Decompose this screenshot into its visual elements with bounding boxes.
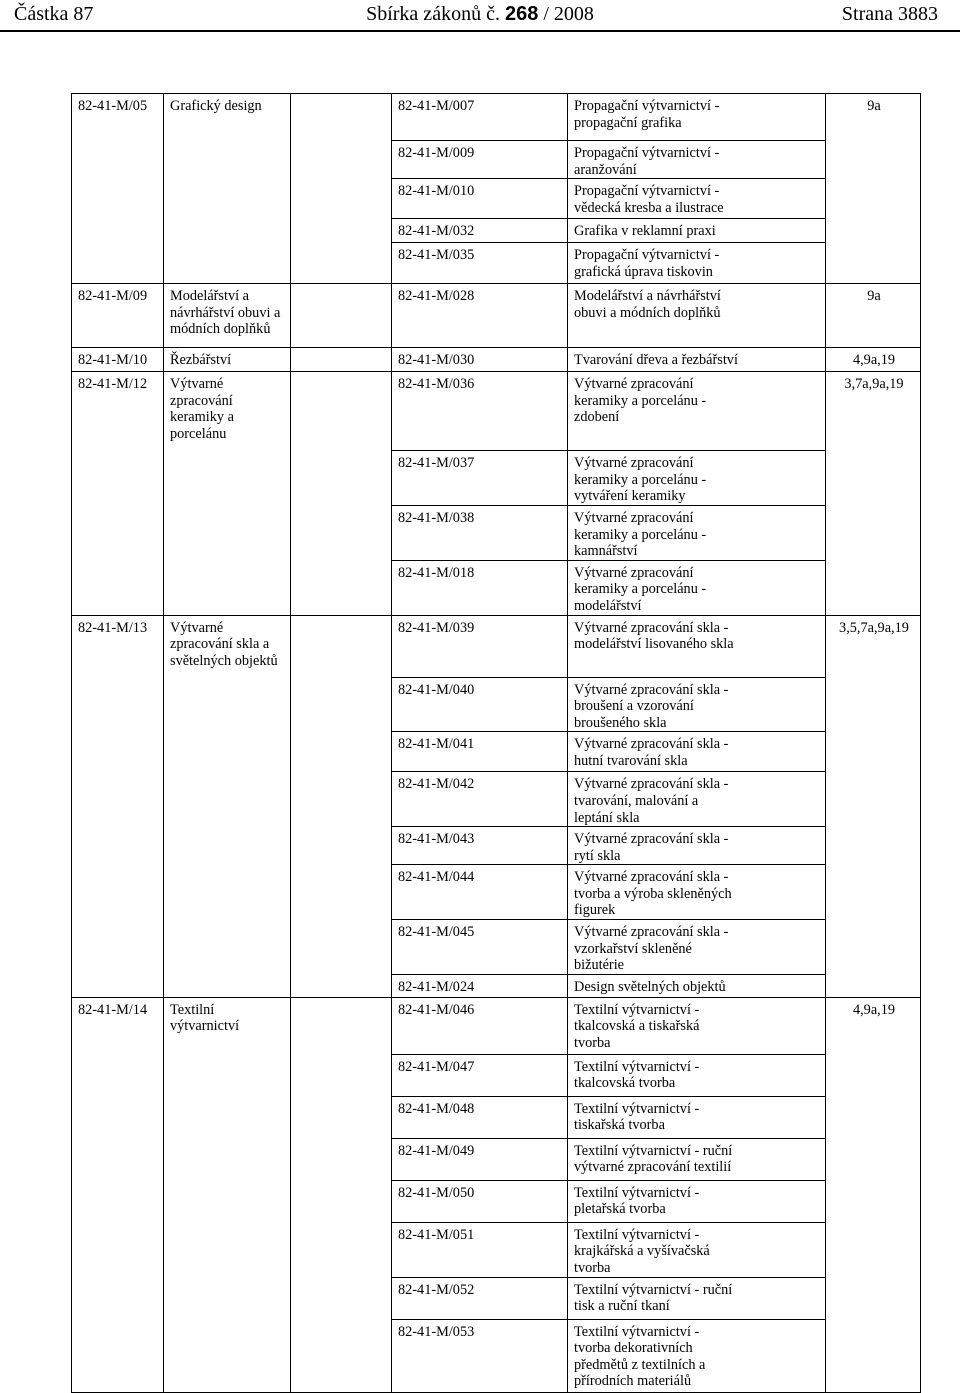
program-code-cell: 82-41-M/041 [392,732,568,772]
spacer-cell [291,505,392,560]
program-name-cell: Propagační výtvarnictví - grafická úprava tiskovin [568,243,826,284]
program-code-cell: 82-41-M/048 [392,1096,568,1138]
program-name-cell: Propagační výtvarnictví - aranžování [568,141,826,179]
field-code-cell [72,677,164,732]
table-row [72,997,921,1054]
field-code-cell [72,1180,164,1222]
field-code-cell [72,1054,164,1096]
field-code-cell [72,1096,164,1138]
field-code-cell: 82-41-M/09 [72,284,164,348]
field-name-cell: Řezbářství [164,348,291,372]
spacer-cell [291,827,392,865]
table-row [72,1138,921,1180]
table-row [72,772,921,827]
field-name-cell: Výtvarné zpracování skla a světelných objektů [164,615,291,677]
program-code-cell: 82-41-M/053 [392,1319,568,1392]
table-row [72,505,921,560]
note-cell [826,1319,921,1392]
field-code-cell [72,1222,164,1277]
spacer-cell [291,615,392,677]
spacer-cell [291,732,392,772]
page-number: Strana 3883 [841,3,938,25]
program-code-cell: 82-41-M/052 [392,1277,568,1319]
note-cell [826,1138,921,1180]
field-name-cell [164,243,291,284]
note-cell: 4,9a,19 [826,997,921,1054]
spacer-cell [291,1277,392,1319]
note-cell [826,219,921,243]
field-code-cell [72,505,164,560]
note-cell [826,505,921,560]
spacer-cell [291,372,392,451]
note-cell [826,732,921,772]
note-cell [826,677,921,732]
field-code-cell [72,865,164,920]
field-name-cell [164,920,291,975]
field-code-cell: 82-41-M/12 [72,372,164,451]
program-code-cell: 82-41-M/007 [392,94,568,141]
field-code-cell: 82-41-M/14 [72,997,164,1054]
field-code-cell [72,219,164,243]
field-name-cell [164,505,291,560]
table-row [72,560,921,615]
spacer-cell [291,677,392,732]
spacer-cell [291,997,392,1054]
field-name-cell [164,772,291,827]
note-cell [826,243,921,284]
spacer-cell [291,560,392,615]
program-name-cell: Textilní výtvarnictví - tkalcovská a tiskařská tvorba [568,997,826,1054]
table-row [72,677,921,732]
program-code-cell: 82-41-M/049 [392,1138,568,1180]
program-code-cell: 82-41-M/037 [392,451,568,506]
program-code-cell: 82-41-M/042 [392,772,568,827]
field-name-cell [164,179,291,219]
table-row [72,451,921,506]
table-row [72,1054,921,1096]
table-row [72,372,921,451]
program-code-cell: 82-41-M/040 [392,677,568,732]
program-name-cell: Tvarování dřeva a řezbářství [568,348,826,372]
program-name-cell: Výtvarné zpracování skla - rytí skla [568,827,826,865]
program-name-cell: Textilní výtvarnictví - ruční tisk a ruční tkaní [568,1277,826,1319]
program-code-cell: 82-41-M/035 [392,243,568,284]
field-name-cell [164,865,291,920]
field-name-cell [164,560,291,615]
table-row [72,243,921,284]
education-fields-table [71,93,921,1393]
table-row [72,179,921,219]
note-cell: 4,9a,19 [826,348,921,372]
program-name-cell: Textilní výtvarnictví - krajkářská a vyšívačská tvorba [568,1222,826,1277]
collection-prefix: Sbírka zákonů č. [366,3,500,25]
note-cell: 3,7a,9a,19 [826,372,921,451]
spacer-cell [291,141,392,179]
spacer-cell [291,974,392,997]
program-name-cell: Výtvarné zpracování skla - tvorba a výroba skleněných figurek [568,865,826,920]
program-code-cell: 82-41-M/036 [392,372,568,451]
spacer-cell [291,284,392,348]
table-row [72,827,921,865]
program-name-cell: Výtvarné zpracování skla - hutní tvarování skla [568,732,826,772]
table-row [72,284,921,348]
program-name-cell: Propagační výtvarnictví - vědecká kresba a ilustrace [568,179,826,219]
field-code-cell [72,243,164,284]
program-name-cell: Propagační výtvarnictví - propagační grafika [568,94,826,141]
spacer-cell [291,1180,392,1222]
field-code-cell [72,1319,164,1392]
program-code-cell: 82-41-M/043 [392,827,568,865]
note-cell [826,141,921,179]
program-name-cell: Modelářství a návrhářství obuvi a módních doplňků [568,284,826,348]
field-name-cell [164,451,291,506]
law-number: 268 [504,3,539,25]
program-code-cell: 82-41-M/039 [392,615,568,677]
note-cell [826,772,921,827]
table-row [72,141,921,179]
program-code-cell: 82-41-M/046 [392,997,568,1054]
program-code-cell: 82-41-M/050 [392,1180,568,1222]
program-code-cell: 82-41-M/009 [392,141,568,179]
note-cell [826,451,921,506]
note-cell: 9a [826,284,921,348]
field-name-cell [164,219,291,243]
program-name-cell: Výtvarné zpracování keramiky a porcelánu - zdobení [568,372,826,451]
field-code-cell: 82-41-M/05 [72,94,164,141]
field-code-cell [72,560,164,615]
field-code-cell [72,974,164,997]
field-code-cell [72,141,164,179]
note-cell [826,1222,921,1277]
program-name-cell: Výtvarné zpracování keramiky a porcelánu - modelářství [568,560,826,615]
field-name-cell [164,732,291,772]
field-code-cell: 82-41-M/10 [72,348,164,372]
field-code-cell [72,179,164,219]
table-row [72,1096,921,1138]
spacer-cell [291,243,392,284]
field-name-cell [164,1319,291,1392]
program-name-cell: Výtvarné zpracování skla - tvarování, malování a leptání skla [568,772,826,827]
program-code-cell: 82-41-M/024 [392,974,568,997]
field-name-cell [164,677,291,732]
table-row [72,974,921,997]
field-name-cell [164,1138,291,1180]
spacer-cell [291,1096,392,1138]
program-name-cell: Grafika v reklamní praxi [568,219,826,243]
spacer-cell [291,94,392,141]
table-row [72,219,921,243]
field-name-cell [164,974,291,997]
spacer-cell [291,1222,392,1277]
field-name-cell: Textilní výtvarnictví [164,997,291,1054]
collection-year: / 2008 [543,3,594,25]
field-code-cell [72,920,164,975]
table-row [72,732,921,772]
program-code-cell: 82-41-M/032 [392,219,568,243]
spacer-cell [291,219,392,243]
field-name-cell [164,1096,291,1138]
spacer-cell [291,1138,392,1180]
note-cell [826,1180,921,1222]
program-code-cell: 82-41-M/044 [392,865,568,920]
table-row [72,1222,921,1277]
program-code-cell: 82-41-M/038 [392,505,568,560]
spacer-cell [291,865,392,920]
program-name-cell: Výtvarné zpracování skla - modelářství lisovaného skla [568,615,826,677]
note-cell [826,1054,921,1096]
spacer-cell [291,1319,392,1392]
field-code-cell [72,732,164,772]
field-name-cell [164,1222,291,1277]
table-row [72,615,921,677]
spacer-cell [291,179,392,219]
program-name-cell: Textilní výtvarnictví - tiskařská tvorba [568,1096,826,1138]
table-row [72,348,921,372]
field-name-cell [164,1180,291,1222]
field-name-cell [164,827,291,865]
note-cell [826,920,921,975]
field-code-cell [72,1277,164,1319]
field-code-cell: 82-41-M/13 [72,615,164,677]
program-code-cell: 82-41-M/047 [392,1054,568,1096]
table-row [72,1319,921,1392]
field-name-cell: Modelářství a návrhářství obuvi a módních doplňků [164,284,291,348]
note-cell [826,1096,921,1138]
note-cell [826,827,921,865]
field-name-cell: Výtvarné zpracování keramiky a porcelánu [164,372,291,451]
program-name-cell: Textilní výtvarnictví - pletařská tvorba [568,1180,826,1222]
table-body [72,94,921,1393]
note-cell: 9a [826,94,921,141]
program-name-cell: Design světelných objektů [568,974,826,997]
field-code-cell [72,1138,164,1180]
table-row [72,920,921,975]
field-name-cell [164,1277,291,1319]
header-rule [0,30,960,32]
table-row [72,1277,921,1319]
table-row [72,1180,921,1222]
collection-title [0,3,960,26]
program-code-cell: 82-41-M/018 [392,560,568,615]
note-cell [826,179,921,219]
field-name-cell: Grafický design [164,94,291,141]
spacer-cell [291,920,392,975]
program-name-cell: Výtvarné zpracování skla - vzorkařství skleněné bižutérie [568,920,826,975]
table-row [72,865,921,920]
program-code-cell: 82-41-M/030 [392,348,568,372]
program-name-cell: Textilní výtvarnictví - tvorba dekorativních předmětů z textilních a přírodních materiálů [568,1319,826,1392]
program-code-cell: 82-41-M/051 [392,1222,568,1277]
table-row [72,94,921,141]
note-cell [826,974,921,997]
program-name-cell: Textilní výtvarnictví - tkalcovská tvorba [568,1054,826,1096]
field-code-cell [72,451,164,506]
spacer-cell [291,1054,392,1096]
spacer-cell [291,348,392,372]
note-cell [826,560,921,615]
program-name-cell: Výtvarné zpracování keramiky a porcelánu - kamnářství [568,505,826,560]
spacer-cell [291,772,392,827]
note-cell: 3,5,7a,9a,19 [826,615,921,677]
field-code-cell [72,827,164,865]
note-cell [826,865,921,920]
program-name-cell: Textilní výtvarnictví - ruční výtvarné zpracování textilií [568,1138,826,1180]
field-name-cell [164,1054,291,1096]
program-name-cell: Výtvarné zpracování skla - broušení a vzorování broušeného skla [568,677,826,732]
program-code-cell: 82-41-M/045 [392,920,568,975]
program-name-cell: Výtvarné zpracování keramiky a porcelánu - vytváření keramiky [568,451,826,506]
page-header [0,0,960,34]
program-code-cell: 82-41-M/010 [392,179,568,219]
issue-number: Částka 87 [14,3,94,25]
field-name-cell [164,141,291,179]
program-code-cell: 82-41-M/028 [392,284,568,348]
spacer-cell [291,451,392,506]
note-cell [826,1277,921,1319]
field-code-cell [72,772,164,827]
